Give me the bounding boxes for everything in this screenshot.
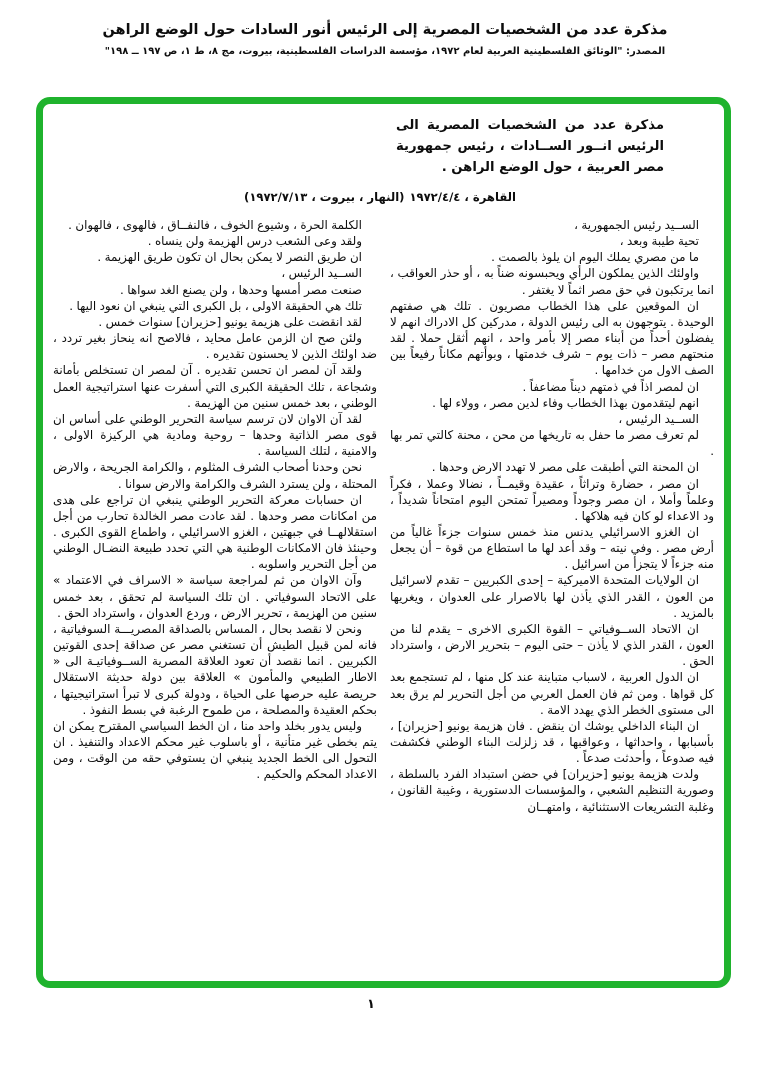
memo-title: مذكرة عدد من الشخصيات المصرية الى الرئيس انــور الســادات ، رئيس جمهورية مصر العربية ، حول الوضع الراهن . bbox=[396, 118, 664, 175]
memo-paragraph: الســيد رئيس الجمهورية ، bbox=[574, 218, 699, 232]
column-left bbox=[53, 217, 377, 815]
document-frame bbox=[36, 97, 731, 988]
memo-paragraph: ان مصر ، حضارة وتراثاً ، عقيدة وقيمــاً ، نضالا وعملا ، فكراً وعلماً وأملا ، ان مصر وجوداً ومصيراً تمتحن اليوم امتحاناً شديداً ، ود الاعداء لو كان فيه هلاكها . bbox=[390, 476, 714, 523]
memo-paragraph: ولقد آن لمصر ان تحسن تقديره . آن لمصر ان تستخلص بأمانة وشجاعة ، تلك الحقيقة الكبرى التي أسفرت عنها استراتيجية العمل الوطني ، بعد خمس سنين من الهزيمة . bbox=[53, 363, 377, 410]
memo-paragraph: ولدت هزيمة يونيو [حزيران] في حضن استبداد الفرد بالسلطة ، وصورية التنظيم الشعبي ، والمؤسسات الدستورية ، وغيبة القانون ، وغلبة التشريعات الاستثنائية ، وامتهــان bbox=[390, 767, 714, 814]
memo-paragraph: صنعت مصر أمسها وحدها ، ولن يصنع الغد سواها . bbox=[119, 282, 362, 297]
memo-paragraph: ان طريق النصر لا يمكن بحال ان تكون طريق الهزيمة . bbox=[97, 250, 362, 265]
page-header bbox=[0, 0, 770, 57]
memo-paragraph: تحية طيبة وبعد ، bbox=[619, 234, 699, 249]
header-title: مذكرة عدد من الشخصيات المصرية إلى الرئيس أنور السادات حول الوضع الراهن bbox=[102, 22, 668, 38]
memo-paragraph: الســيد الرئيس ، bbox=[618, 411, 699, 426]
memo-paragraph: ان البناء الداخلي يوشك ان ينقض . فان هزيمة يونيو [حزيران] ، بأسبابها ، واحداثها ، وعواقبها ، قد زلزلت البناء الوطني فكشفت فيه صدوعاً ، وأحدثت صدعاً . bbox=[390, 718, 714, 766]
column-right bbox=[390, 217, 714, 815]
memo-paragraph: الكلمة الحرة ، وشيوع الخوف ، فالنفــاق ، فالهوى ، فالهوان . bbox=[68, 218, 362, 232]
memo-paragraph: وآن الاوان من ثم لمراجعة سياسة « الاسراف في الاعتماد » على الاتحاد السوفياتي . ان تلك السياسة لم تحقق ، بعد خمس سنين من الهزيمة ، تحرير الارض ، وردع العدوان ، واسترداد الحق . bbox=[53, 573, 377, 620]
memo-paragraph: نحن وحدنا أصحاب الشرف المثلوم ، والكرامة الجريحة ، والارض المحتلة ، ولن يسترد الشرف والكرامة والارض سوانا . bbox=[53, 460, 377, 491]
header-source-citation: المصدر: "الوثائق الفلسطينية العربية لعام ١٩٧٢، مؤسسة الدراسات الفلسطينية، بيروت، مج ٨، ط ١، ص ١٩٧ ــ ١٩٨" bbox=[104, 46, 666, 57]
memo-paragraph: ما من مصري يملك اليوم ان يلوذ بالصمت . bbox=[491, 250, 699, 265]
memo-paragraph: ولقد وعى الشعب درس الهزيمة ولن ينساه . bbox=[147, 234, 362, 249]
left-column-text bbox=[53, 217, 377, 782]
text-columns bbox=[53, 217, 714, 815]
memo-paragraph: لقد انقضت على هزيمة يونيو [حزيران] سنوات خمس . bbox=[98, 314, 362, 329]
memo-paragraph: ان حسابات معركة التحرير الوطني ينبغي ان تراجع على هدى من امكانات مصر وحدها . لقد عادت مصر الخالدة تحارب من أجل استقلالهــا في جبهتين ، الغزو الاسرائيلي ، واطماع القوى الكبرى . وحينئذ فان الامكانات الوطنية هي التي تحدد طبيعة النضـال الوطني من أجل التحرير واسلوبه . bbox=[53, 492, 377, 572]
dateline-publication: (النهار ، بيروت ، ١٩٧٢/٧/١٣) bbox=[244, 190, 405, 204]
memo-paragraph: ان الموقعين على هذا الخطاب مصريون . تلك هي صفتهم الوحيدة . يتوجهون به الى رئيس الدولة ، مدركين كل الادراك انهم لا يفضلون أحداً من أبناء مصر إلا بأمر واحد ، انهم أثقل حملا . لقد منحتهم مصر – ذات يوم – شرف خدمتها ، وبوأتهم مكاناً رفيعاً بين الصف الاول من خدامها . bbox=[390, 298, 714, 378]
memo-paragraph: وليس يدور بخلد واحد منا ، ان الخط السياسي المقترح يمكن ان يتم بخطى غير متأنية ، أو باسلوب غير محكم الاعداد والتنفيذ . ان التحول الى الخط الجديد ينبغي ان يستوفي حقه من الوقت ، ومن الاعداد المحكم والحكيم . bbox=[53, 718, 377, 782]
memo-paragraph: لم تعرف مصر ما حفل به تاريخها من محن ، محنة كالتي تمر بها . bbox=[390, 428, 714, 459]
memo-paragraph: ان الاتحاد الســوفياتي – القوة الكبرى الاخرى – يقدم لنا من العون ، القدر الذي لا يأذن – حتى اليوم – بتحرير الارض ، واسترداد الحق . bbox=[390, 621, 714, 669]
memo-paragraph: تلك هي الحقيقة الاولى ، بل الكبرى التي ينبغي ان نعود اليها . bbox=[69, 298, 362, 313]
page-number: ١ bbox=[367, 997, 375, 1012]
memo-dateline bbox=[244, 190, 516, 204]
memo-paragraph: واولئك الذين يملكون الرأي ويحبسونه ضناً به ، أو حذر العواقب ، انما يرتكبون في حق مصر اثماً لا يغتفر . bbox=[390, 266, 714, 297]
right-column-text bbox=[390, 217, 714, 815]
dateline-place-date: القاهرة ، ١٩٧٢/٤/٤ bbox=[409, 190, 516, 204]
memo-paragraph: ان الغزو الاسرائيلي يدنس منذ خمس سنوات جزءاً غالياً من أرض مصر . وفي نيته – وقد أعد لها ما استطاع من قوة – أن يجعل منه جزءاً لا يتجزأ من اسرائيل . bbox=[390, 524, 714, 572]
memo-paragraph: ان لمصر اذاً في ذمتهم ديناً مضاعفاً . bbox=[522, 379, 699, 394]
memo-paragraph: الســيد الرئيس ، bbox=[281, 266, 362, 281]
memo-paragraph: ولئن صح ان الزمن عامل محايد ، فالاصح انه ينحاز بغير تردد ، ضد اولئك الذين لا يحسنون تقديره . bbox=[53, 331, 377, 362]
memo-paragraph: ونحن لا نقصد بحال ، المساس بالصداقة المصريـــة السوفياتية ، فانه لمن قبيل الطيش أن تستغني مصر عن صداقة إحدى القوتين الكبريين . انما نقصد أن تعود العلاقة المصرية الســوفياتيـة الى « الاطار الطبيعي والمأمون » العلاقة بين دولة حديثة الاستقلال حريصة عليه حرصها على الحياة ، ودولة كبرى لا تبرأ استراتيجيتها ، بحكم العقيدة والمصلحة ، من طموح الرغبة في بسط النفوذ . bbox=[53, 621, 377, 717]
memo-paragraph: ان الولايات المتحدة الاميركية – إحدى الكبريين – تقدم لاسرائيل من العون ، القدر الذي يأذن لها بالاصرار على العدوان ، ويغريها بالمزيد . bbox=[390, 573, 714, 620]
memo-paragraph: لقد آن الاوان لان ترسم سياسة التحرير الوطني على أساس ان قوى مصر الذاتية وحدها – روحية ومادية هي الركيزة الاولى ، والامنية ، لتلك السياسة . bbox=[53, 411, 377, 459]
memo-paragraph: انهم ليتقدمون بهذا الخطاب وفاء لدين مصر ، وولاء لها . bbox=[432, 395, 699, 410]
memo-paragraph: ان المحنة التي أطبقت على مصر لا تهدد الارض وحدها . bbox=[431, 460, 699, 475]
memo-paragraph: ان الدول العربية ، لاسباب متباينة عند كل منها ، لم تستجمع بعد كل قواها . ومن ثم فان العمل العربي من أجل التحرير لم يرق بعد الى مستوى الخطر الذي يهدد الامة . bbox=[390, 670, 714, 717]
